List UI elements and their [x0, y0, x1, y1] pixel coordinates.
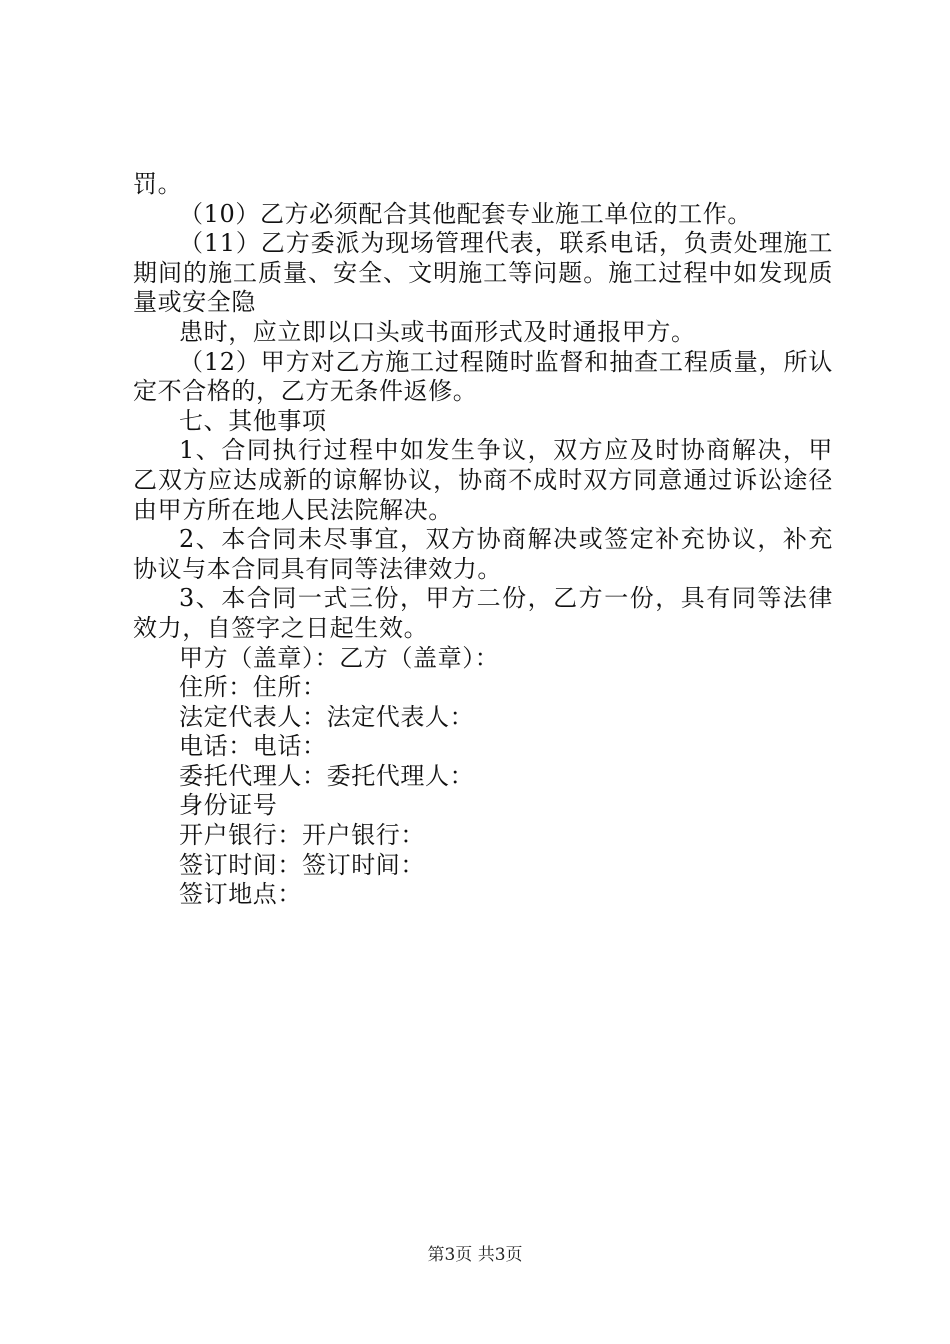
signature-line-id-number: 身份证号 — [179, 791, 278, 820]
signature-line-phone: 电话：电话： — [179, 732, 327, 761]
paragraph-clause-11-continued: 患时，应立即以口头或书面形式及时通报甲方。 — [179, 317, 696, 346]
signature-line-bank: 开户银行：开户银行： — [179, 821, 425, 850]
paragraph-clause-11: （11）乙方委派为现场管理代表，联系电话，负责处理施工期间的施工质量、安全、文明施工等问题。施工过程中如发现质量或安全隐 — [133, 229, 833, 317]
signature-line-date: 签订时间：签订时间： — [179, 850, 425, 879]
paragraph-clause-12: （12）甲方对乙方施工过程随时监督和抽查工程质量，所认定不合格的，乙方无条件返修。 — [133, 347, 833, 406]
page-footer: 第3页 共3页 — [427, 1245, 523, 1265]
signature-block — [133, 644, 833, 910]
paragraph-item-1: 1、合同执行过程中如发生争议，双方应及时协商解决，甲乙双方应达成新的谅解协议，协商不成时双方同意通过诉讼途径由甲方所在地人民法院解决。 — [133, 436, 833, 524]
paragraph-clause-10: （10）乙方必须配合其他配套专业施工单位的工作。 — [179, 199, 752, 228]
section-heading-other-matters: 七、其他事项 — [179, 406, 327, 435]
signature-line-address: 住所：住所： — [179, 673, 327, 702]
signature-line-seal: 甲方（盖章）：乙方（盖章）： — [179, 643, 500, 672]
signature-line-legal-rep: 法定代表人：法定代表人： — [179, 702, 475, 731]
signature-line-agent: 委托代理人：委托代理人： — [179, 761, 475, 790]
paragraph-item-2: 2、本合同未尽事宜，双方协商解决或签定补充协议，补充协议与本合同具有同等法律效力。 — [133, 525, 833, 583]
paragraph-item-3: 3、本合同一式三份，甲方二份，乙方一份，具有同等法律效力，自签字之日起生效。 — [133, 584, 833, 642]
paragraph-penalty-end: 罚。 — [133, 170, 183, 198]
signature-line-place: 签订地点： — [179, 880, 302, 909]
document-body — [133, 170, 833, 910]
